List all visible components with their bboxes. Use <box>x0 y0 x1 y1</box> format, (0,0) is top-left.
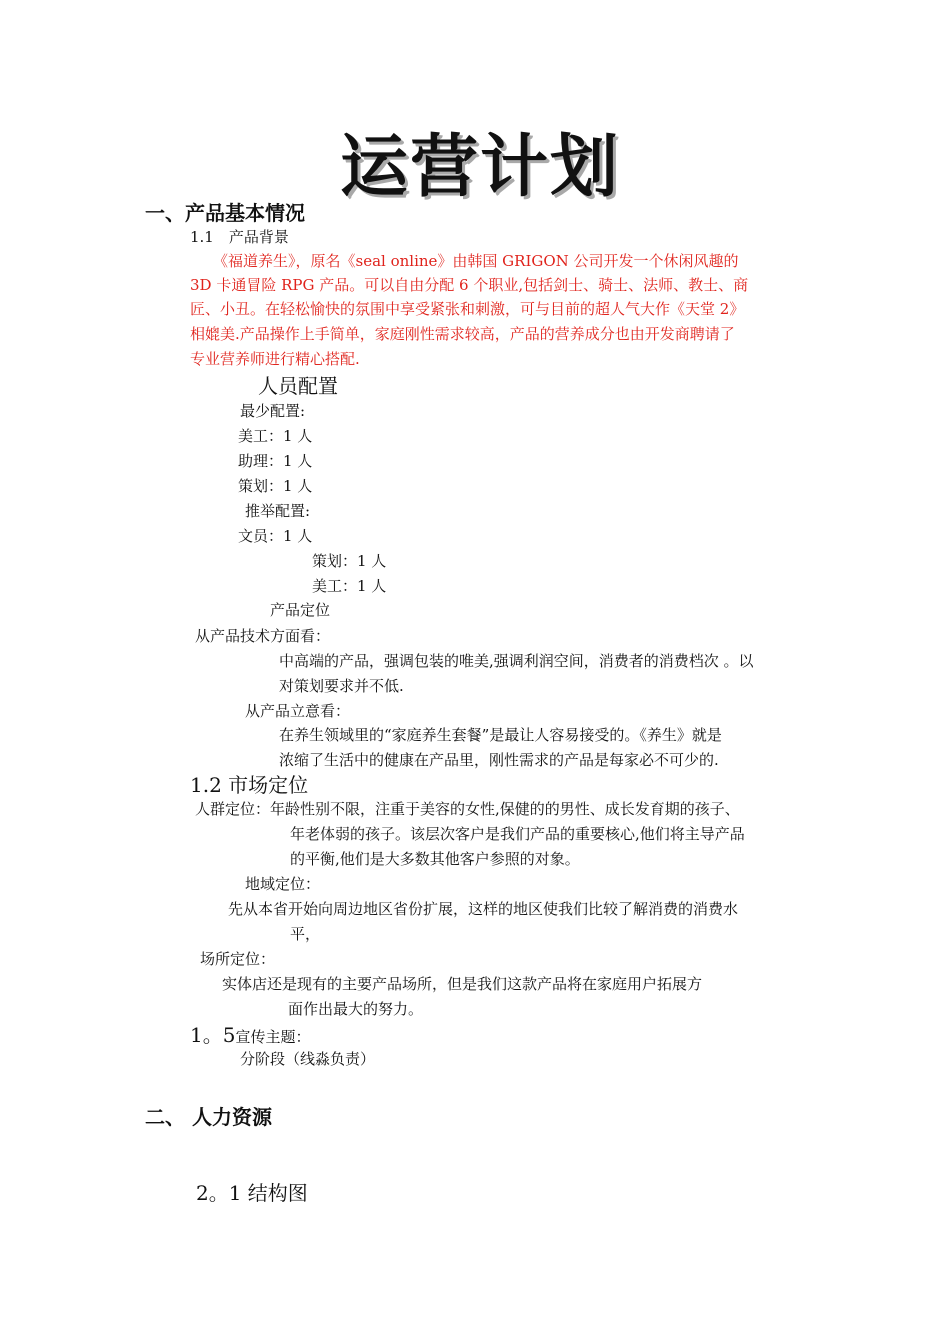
paragraph-line: 专业营养师进行精心搭配. <box>190 350 360 368</box>
paragraph-line: 的平衡,他们是大多数其他客户参照的对象。 <box>290 850 580 868</box>
paragraph-line: 3D 卡通冒险 RPG 产品。可以自由分配 6 个职业,包括剑士、骑士、法师、教士、商 <box>190 276 749 294</box>
paragraph-line: 相媲美.产品操作上手简单，家庭刚性需求较高，产品的营养成分也由开发商聘请了 <box>190 325 735 343</box>
paragraph-line: 面作出最大的努力。 <box>288 1000 424 1018</box>
positioning-heading: 产品定位 <box>270 601 331 619</box>
min-config-label: 最少配置: <box>240 402 306 420</box>
staff-item: 文员：1 人 <box>238 527 313 545</box>
section-2-heading: 二、 人力资源 <box>145 1105 272 1129</box>
paragraph-line: 年老体弱的孩子。该层次客户是我们产品的重要核心,他们将主导产品 <box>290 825 745 843</box>
staff-item: 助理：1 人 <box>238 452 313 470</box>
market-heading: 1.2 市场定位 <box>190 773 309 797</box>
paragraph-line: 《福道养生》，原名《seal online》由韩国 GRIGON 公司开发一个休闲风趣的 <box>213 252 739 270</box>
promo-label: 宣传主题： <box>235 1028 311 1046</box>
idea-view-label: 从产品立意看： <box>245 702 351 720</box>
staff-heading: 人员配置 <box>258 374 338 398</box>
structure-chart-heading: 2。1 结构图 <box>196 1181 308 1205</box>
tech-view-label: 从产品技术方面看： <box>195 627 331 645</box>
paragraph-line: 平， <box>290 925 321 943</box>
paragraph-line: 对策划要求并不低. <box>279 677 404 695</box>
paragraph-line: 匠、小丑。在轻松愉快的氛围中享受紧张和刺激，可与目前的超人气大作《天堂 2》 <box>190 300 745 318</box>
region-label: 地域定位： <box>245 875 321 893</box>
staff-item: 策划：1 人 <box>238 477 313 495</box>
staff-item: 美工：1 人 <box>312 577 387 595</box>
paragraph-line: 在养生领域里的“家庭养生套餐”是最让人容易接受的。《养生》就是 <box>279 726 722 744</box>
section-1-heading: 一、产品基本情况 <box>145 201 305 225</box>
paragraph-line: 人群定位：年龄性别不限，注重于美容的女性,保健的的男性、成长发育期的孩子、 <box>195 800 740 818</box>
paragraph-line: 实体店还是现有的主要产品场所，但是我们这款产品将在家庭用户拓展方 <box>222 975 703 993</box>
rec-config-label: 推举配置: <box>245 502 311 520</box>
promo-line: 分阶段（线淼负责） <box>240 1050 376 1068</box>
venue-label: 场所定位： <box>200 950 276 968</box>
promo-number: 1。5 <box>190 1023 236 1047</box>
subheading-product-background: 1.1 产品背景 <box>190 228 289 246</box>
paragraph-line: 浓缩了生活中的健康在产品里，刚性需求的产品是每家必不可少的. <box>279 751 719 769</box>
promo-heading <box>190 1022 310 1048</box>
staff-item: 美工：1 人 <box>238 427 313 445</box>
document-title: 运营计划 <box>340 128 621 207</box>
paragraph-line: 先从本省开始向周边地区省份扩展，这样的地区使我们比较了解消费的消费水 <box>228 900 739 918</box>
staff-item: 策划：1 人 <box>312 552 387 570</box>
paragraph-line: 中高端的产品，强调包装的唯美,强调利润空间，消费者的消费档次 。以 <box>279 652 754 670</box>
